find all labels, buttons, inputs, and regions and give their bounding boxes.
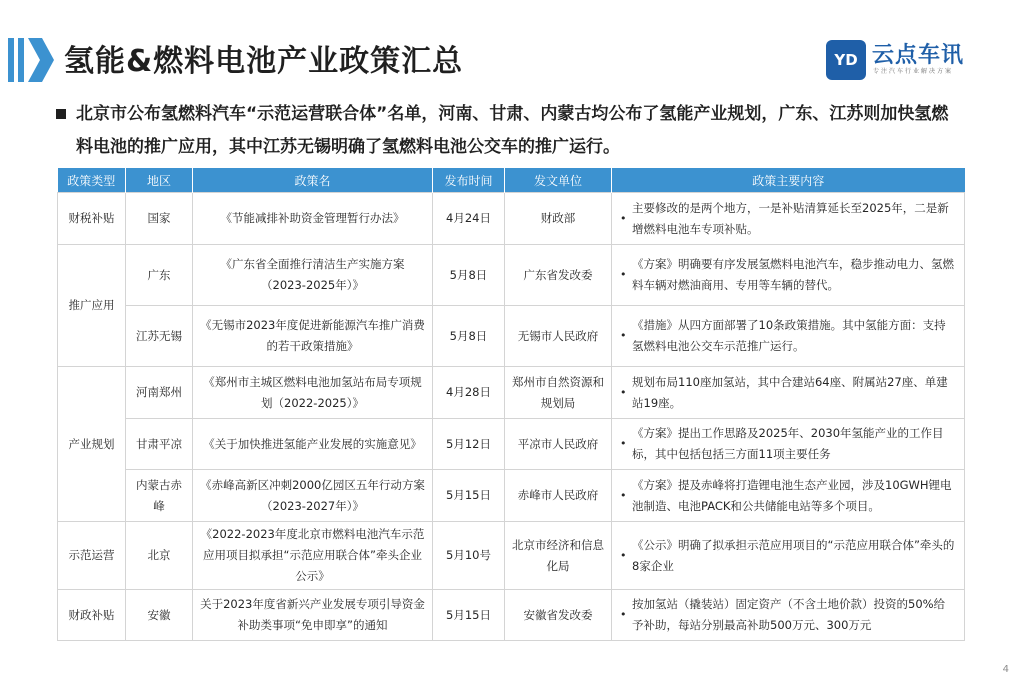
date-cell: 5月8日	[433, 306, 505, 367]
issuer-cell: 平凉市人民政府	[505, 419, 612, 470]
page-number: 4	[1002, 664, 1009, 675]
policy-type-cell: 示范运营	[58, 522, 126, 590]
table-row	[58, 245, 965, 306]
logo-name: 云点车讯	[872, 43, 965, 68]
content-cell: • 《措施》从四方面部署了10条政策措施。其中氢能方面：支持氢燃料电池公交车示范推广运行。	[612, 306, 965, 367]
header-publish-date: 发布时间	[433, 168, 505, 193]
header-issuer: 发文单位	[505, 168, 612, 193]
content-cell: • 《方案》提及赤峰将打造锂电池生态产业园，涉及10GWH锂电池制造、电池PACK和公共储能电站等多个项目。	[612, 470, 965, 522]
issuer-cell: 安徽省发改委	[505, 590, 612, 641]
policy-name-cell: 《2022-2023年度北京市燃料电池汽车示范应用项目拟承担“示范应用联合体”牵头企业公示》	[193, 522, 433, 590]
policy-name-cell: 关于2023年度省新兴产业发展专项引导资金补助类事项“免申即享”的通知	[193, 590, 433, 641]
region-cell: 江苏无锡	[126, 306, 193, 367]
table-row	[58, 367, 965, 419]
date-cell: 5月8日	[433, 245, 505, 306]
table-header-row	[58, 168, 965, 193]
date-cell: 5月15日	[433, 470, 505, 522]
issuer-cell: 北京市经济和信息化局	[505, 522, 612, 590]
date-cell: 4月28日	[433, 367, 505, 419]
summary-paragraph	[56, 98, 956, 164]
policy-type-cell: 产业规划	[58, 367, 126, 522]
date-cell: 4月24日	[433, 193, 505, 245]
policy-table	[57, 168, 965, 641]
content-cell: • 按加氢站（撬装站）固定资产（不含土地价款）投资的50%给予补助，每站分别最高补助500万元、300万元	[612, 590, 965, 641]
table-row	[58, 193, 965, 245]
table-row	[58, 522, 965, 590]
date-cell: 5月10号	[433, 522, 505, 590]
square-bullet-icon	[56, 109, 66, 119]
logo-slogan: 专注汽车行业解决方案	[873, 68, 954, 75]
policy-name-cell: 《节能减排补助资金管理暂行办法》	[193, 193, 433, 245]
region-cell: 北京	[126, 522, 193, 590]
header-policy-type: 政策类型	[58, 168, 126, 193]
policy-name-cell: 《赤峰高新区冲刺2000亿园区五年行动方案（2023-2027年）》	[193, 470, 433, 522]
logo-mark-icon: YD	[826, 40, 866, 80]
issuer-cell: 财政部	[505, 193, 612, 245]
page-title: 氢能&燃料电池产业政策汇总	[64, 44, 464, 79]
issuer-cell: 无锡市人民政府	[505, 306, 612, 367]
content-cell: • 《方案》明确要有序发展氢燃料电池汽车，稳步推动电力、氢燃料车辆对燃油商用、专用等车辆的替代。	[612, 245, 965, 306]
region-cell: 国家	[126, 193, 193, 245]
policy-name-cell: 《广东省全面推行清洁生产实施方案（2023-2025年）》	[193, 245, 433, 306]
content-cell: • 《方案》提出工作思路及2025年、2030年氢能产业的工作目标，其中包括包括三方面11项主要任务	[612, 419, 965, 470]
header-region: 地区	[126, 168, 193, 193]
region-cell: 河南郑州	[126, 367, 193, 419]
summary-text: 北京市公布氢燃料汽车“示范运营联合体”名单，河南、甘肃、内蒙古均公布了氢能产业规划，广东、江苏则加快氢燃料电池的推广应用，其中江苏无锡明确了氢燃料电池公交车的推广运行。	[76, 104, 949, 157]
content-cell: • 《公示》明确了拟承担示范应用项目的“示范应用联合体”牵头的8家企业	[612, 522, 965, 590]
table-row	[58, 470, 965, 522]
content-cell: • 主要修改的是两个地方，一是补贴清算延长至2025年，二是新增燃料电池车专项补贴。	[612, 193, 965, 245]
header-policy-name: 政策名	[193, 168, 433, 193]
policy-type-cell: 财政补贴	[58, 590, 126, 641]
issuer-cell: 广东省发改委	[505, 245, 612, 306]
policy-name-cell: 《关于加快推进氢能产业发展的实施意见》	[193, 419, 433, 470]
table-row	[58, 590, 965, 641]
policy-name-cell: 《无锡市2023年度促进新能源汽车推广消费的若干政策措施》	[193, 306, 433, 367]
brand-logo	[826, 40, 976, 80]
region-cell: 安徽	[126, 590, 193, 641]
table-row	[58, 419, 965, 470]
region-cell: 广东	[126, 245, 193, 306]
policy-type-cell: 推广应用	[58, 245, 126, 367]
policy-name-cell: 《郑州市主城区燃料电池加氢站布局专项规划（2022-2025）》	[193, 367, 433, 419]
date-cell: 5月12日	[433, 419, 505, 470]
policy-type-cell: 财税补贴	[58, 193, 126, 245]
issuer-cell: 郑州市自然资源和规划局	[505, 367, 612, 419]
date-cell: 5月15日	[433, 590, 505, 641]
content-cell: • 规划布局110座加氢站，其中合建站64座、附属站27座、单建站19座。	[612, 367, 965, 419]
issuer-cell: 赤峰市人民政府	[505, 470, 612, 522]
title-chevron-icon	[8, 38, 56, 82]
header-main-content: 政策主要内容	[612, 168, 965, 193]
region-cell: 甘肃平凉	[126, 419, 193, 470]
table-row	[58, 306, 965, 367]
region-cell: 内蒙古赤峰	[126, 470, 193, 522]
